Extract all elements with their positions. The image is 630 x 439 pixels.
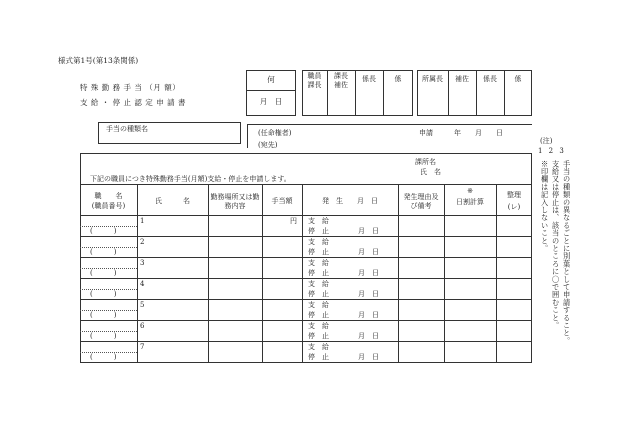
row-number: 2 bbox=[140, 238, 145, 246]
approval-label-3: 係長 bbox=[362, 75, 376, 83]
col-name: 氏 名 bbox=[155, 197, 190, 205]
form-title-line2: 支 給 ・ 停 止 認 定 申 請 書 bbox=[80, 98, 186, 107]
stop-option[interactable]: 停 止 bbox=[308, 290, 329, 298]
occurrence-date: 月 日 bbox=[358, 248, 379, 256]
form-number: 様式第1号(第13条関係) bbox=[58, 56, 139, 65]
row-number: 4 bbox=[140, 280, 145, 288]
stop-option[interactable]: 停 止 bbox=[308, 332, 329, 340]
approval-label-5: 所属長 bbox=[422, 75, 443, 83]
stop-option[interactable]: 停 止 bbox=[308, 353, 329, 361]
approval-label-7: 係長 bbox=[483, 75, 497, 83]
row-number: 5 bbox=[140, 301, 145, 309]
pay-option[interactable]: 支 給 bbox=[308, 322, 329, 330]
approval-label-1b: 課長 bbox=[307, 81, 322, 89]
appointer-label: (任命権者) bbox=[258, 129, 292, 137]
col-job-title-sub: (職員番号) bbox=[91, 202, 126, 210]
addressee-label: (宛先) bbox=[258, 141, 278, 149]
approval-label-1a: 職員 bbox=[307, 72, 322, 80]
col-workplace: 勤務場所又は勤務内容 bbox=[210, 193, 260, 211]
col-reason: 発生理由及び備考 bbox=[403, 193, 439, 211]
dept-label: 課所名 bbox=[415, 158, 436, 166]
notes-numbers: 1 2 3 bbox=[538, 147, 566, 155]
employee-number: ( ) bbox=[90, 248, 117, 256]
allowance-type-label: 手当の種類名 bbox=[106, 125, 148, 133]
col-daily-mark: ※ bbox=[467, 187, 473, 195]
occurrence-date: 月 日 bbox=[358, 311, 379, 319]
pay-option[interactable]: 支 給 bbox=[308, 259, 329, 267]
stop-option[interactable]: 停 止 bbox=[308, 227, 329, 235]
employee-number: ( ) bbox=[90, 269, 117, 277]
approval-label-2b: 補佐 bbox=[334, 81, 348, 89]
employee-number: ( ) bbox=[90, 353, 117, 361]
row-number: 6 bbox=[140, 322, 145, 330]
occurrence-date: 月 日 bbox=[358, 227, 379, 235]
row-number: 1 bbox=[140, 217, 145, 225]
row-number: 3 bbox=[140, 259, 145, 267]
pay-option[interactable]: 支 給 bbox=[308, 301, 329, 309]
col-daily: 日割計算 bbox=[456, 198, 484, 206]
note-1: 手当の種類の異なるごとに別葉として申請すること。 bbox=[562, 160, 572, 345]
occurrence-date: 月 日 bbox=[358, 290, 379, 298]
pay-option[interactable]: 支 給 bbox=[308, 280, 329, 288]
pay-option[interactable]: 支 給 bbox=[308, 238, 329, 246]
applicant-name-label: 氏 名 bbox=[420, 168, 441, 176]
employee-number: ( ) bbox=[90, 290, 117, 298]
occurrence-date: 月 日 bbox=[358, 269, 379, 277]
col-sort: 整理 bbox=[507, 191, 521, 199]
approval-label-4: 係 bbox=[394, 75, 402, 83]
stop-option[interactable]: 停 止 bbox=[308, 269, 329, 277]
approval-label-8: 係 bbox=[514, 75, 522, 83]
employee-number: ( ) bbox=[90, 311, 117, 319]
stamp-box-top-label: 何 bbox=[267, 75, 275, 84]
col-sort-sub: (レ) bbox=[507, 203, 521, 211]
amount-unit: 円 bbox=[290, 217, 297, 225]
col-occurrence: 発 生 月 日 bbox=[322, 197, 378, 205]
notes-heading: (注) bbox=[540, 137, 553, 145]
pay-option[interactable]: 支 給 bbox=[308, 217, 329, 225]
row-number: 7 bbox=[140, 343, 145, 351]
stamp-box-date-label: 月 日 bbox=[259, 97, 283, 106]
occurrence-date: 月 日 bbox=[358, 332, 379, 340]
pay-option[interactable]: 支 給 bbox=[308, 343, 329, 351]
occurrence-date: 月 日 bbox=[358, 353, 379, 361]
apply-date-label: 申請 年 月 日 bbox=[419, 129, 503, 137]
stop-option[interactable]: 停 止 bbox=[308, 311, 329, 319]
request-sentence: 下記の職員につき特殊勤務手当(月額)支給・停止を申請します。 bbox=[90, 175, 291, 183]
note-3: ※印欄は記入しないこと。 bbox=[540, 160, 550, 253]
col-job-title: 職 名 bbox=[94, 192, 123, 200]
employee-number: ( ) bbox=[90, 332, 117, 340]
employee-number: ( ) bbox=[90, 227, 117, 235]
note-2: 支給又は停止は、該当のところに〇で囲むこと。 bbox=[551, 160, 561, 330]
stop-option[interactable]: 停 止 bbox=[308, 248, 329, 256]
approval-label-6: 補佐 bbox=[455, 75, 469, 83]
form-title-line1: 特 殊 勤 務 手 当 （月 額） bbox=[80, 83, 181, 92]
approval-label-2a: 課長 bbox=[334, 72, 348, 80]
col-allowance: 手当額 bbox=[271, 197, 293, 205]
